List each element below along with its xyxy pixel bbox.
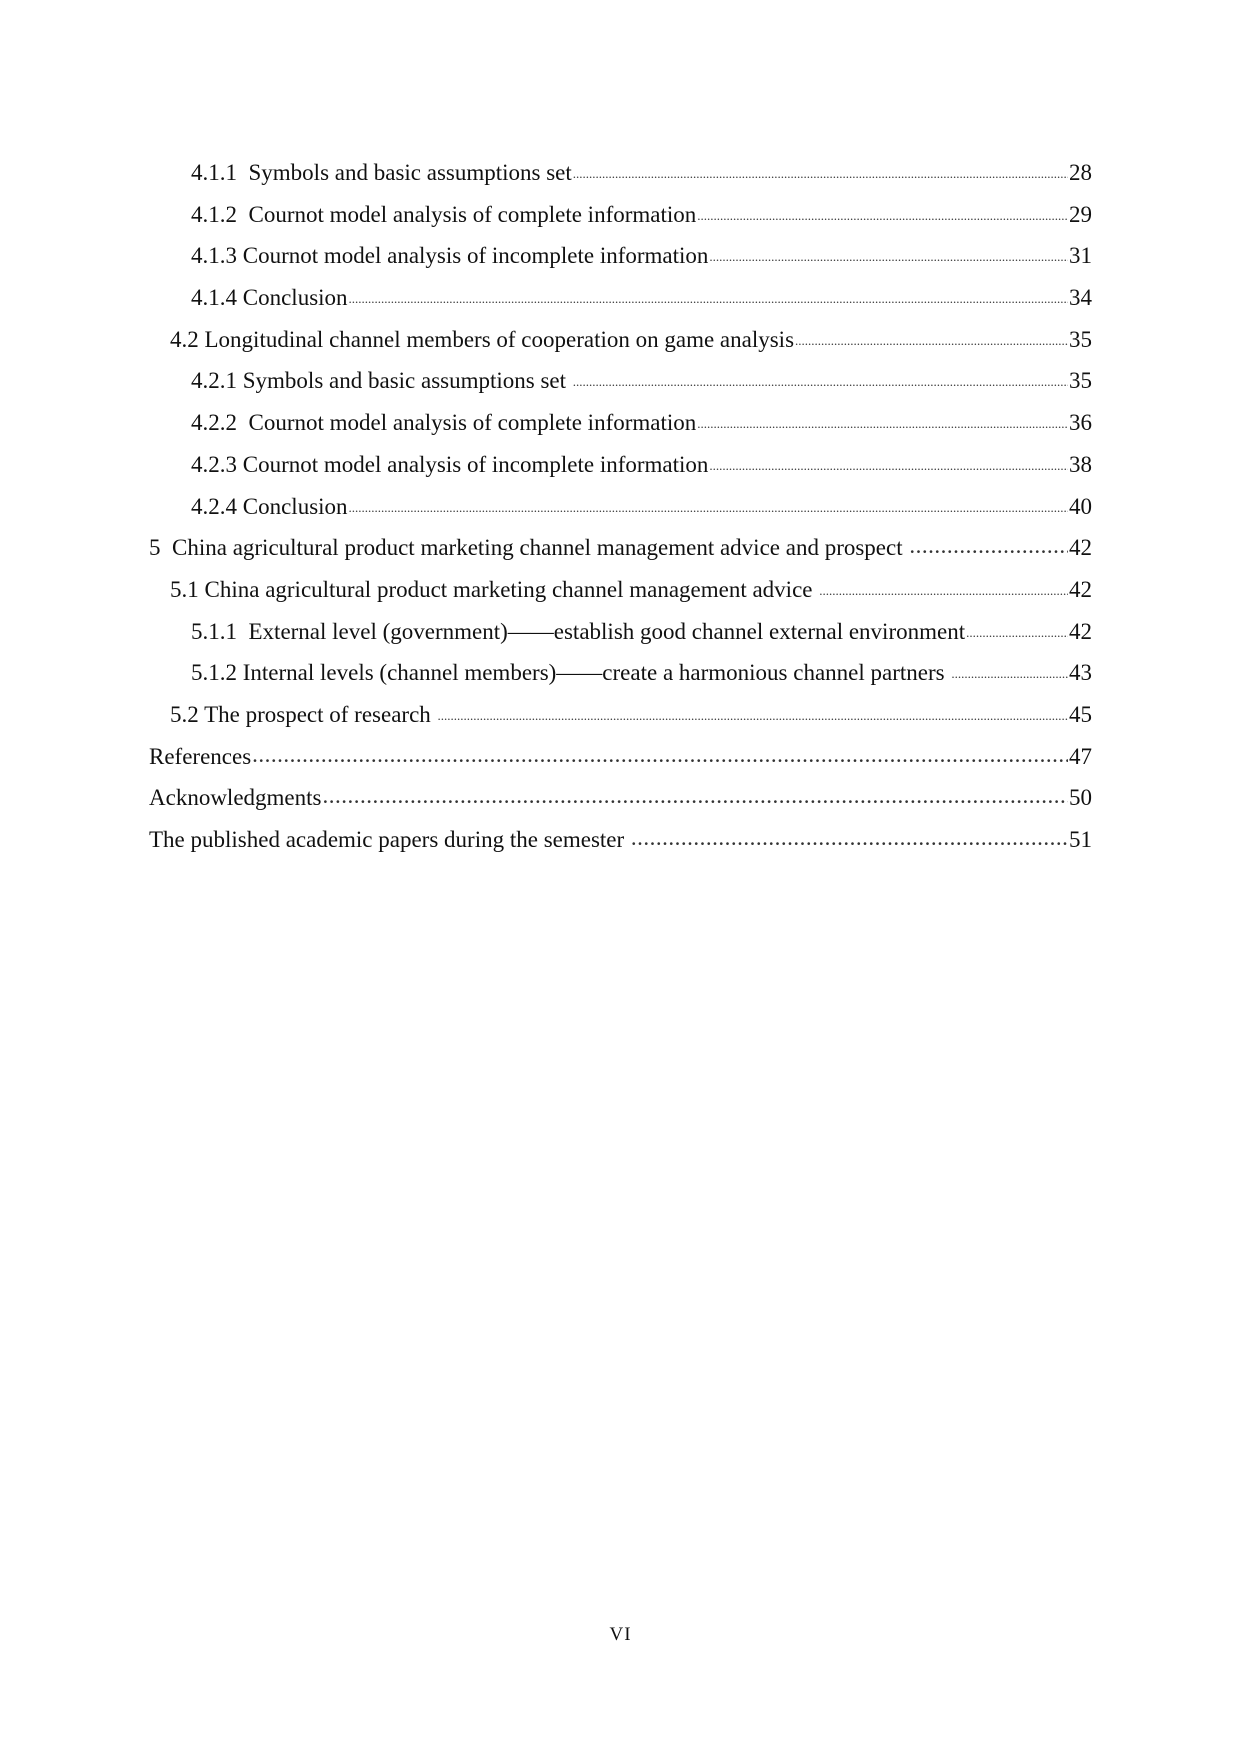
toc-entry-page: 51 [1069,827,1092,852]
toc-entry-title: 4.1.1 Symbols and basic assumptions set [191,160,572,185]
page-number-footer: VI [609,1624,632,1645]
toc-entry-5[interactable] [149,527,1092,569]
toc-entry-5-1-1[interactable] [149,611,1092,653]
toc-entry-title: 4.2.4 Conclusion [191,493,348,519]
dot-leader [795,317,1068,362]
toc-entry-page: 28 [1069,160,1092,185]
toc-entry-page: 50 [1069,785,1092,811]
toc-entry-title: 4.2.2 Cournot model analysis of complete information [191,410,697,436]
toc-entry-page: 40 [1069,493,1092,519]
dot-leader [438,692,1068,737]
dot-leader [322,775,1068,817]
toc-entry-page: 43 [1069,660,1092,686]
toc-entry-title: 5.2 The prospect of research [170,701,437,727]
toc-entry-references[interactable] [149,736,1092,778]
toc-entry-page: 42 [1069,535,1092,561]
toc-entry-4-2-4[interactable] [149,486,1092,528]
toc-entry-page: 29 [1069,201,1092,227]
toc-entry-page: 42 [1069,618,1092,644]
toc-entry-page: 45 [1069,701,1092,727]
dot-leader [909,525,1068,567]
toc-entry-title: 4.2.3 Cournot model analysis of incomplete information [191,451,709,477]
toc-entry-page: 36 [1069,410,1092,436]
toc-entry-4-2[interactable] [149,319,1092,361]
toc-entry-page: 38 [1069,451,1092,477]
toc-entry-page: 35 [1069,368,1092,394]
toc-entry-4-1-1[interactable] [149,152,1092,194]
toc-entry-5-2[interactable] [149,694,1092,736]
toc-entry-page: 42 [1069,576,1092,602]
dot-leader [631,817,1068,859]
dot-leader [349,275,1068,320]
dot-leader [697,192,1068,237]
dot-leader [252,734,1068,776]
dot-leader [573,358,1068,403]
toc-entry-title: The published academic papers during the semester [149,827,630,852]
toc-entry-page: 35 [1069,326,1092,352]
dot-leader [709,233,1068,278]
toc-entry-4-2-3[interactable] [149,444,1092,486]
toc-entry-4-2-2[interactable] [149,402,1092,444]
toc-entry-title: References [149,743,252,769]
toc-entry-5-1-2[interactable] [149,652,1092,694]
toc-entry-title: 4.1.4 Conclusion [191,285,348,311]
toc-entry-acknowledgments[interactable] [149,777,1092,819]
dot-leader [573,150,1068,195]
toc-entry-title: 4.1.3 Cournot model analysis of incomplete information [191,243,709,269]
dot-leader [819,567,1068,612]
toc-entry-title: 5 China agricultural product marketing channel management advice and prospect [149,535,909,561]
toc-entry-title: 4.2.1 Symbols and basic assumptions set [191,368,572,394]
toc-entry-published-papers[interactable] [149,819,1092,861]
dot-leader [709,442,1068,487]
toc-entry-title: 4.1.2 Cournot model analysis of complete information [191,201,697,227]
dot-leader [697,400,1068,445]
dot-leader [951,650,1068,695]
table-of-contents [149,152,1092,861]
dot-leader [966,609,1068,654]
toc-entry-4-1-2[interactable] [149,194,1092,236]
toc-entry-page: 47 [1069,743,1092,769]
toc-entry-title: 5.1.2 Internal levels (channel members)——create a harmonious channel partners [191,660,951,686]
toc-entry-page: 34 [1069,285,1092,311]
toc-entry-title: 5.1 China agricultural product marketing channel management advice [170,576,819,602]
toc-entry-title: 5.1.1 External level (government)——establish good channel external environment [191,618,966,644]
toc-entry-4-1-4[interactable] [149,277,1092,319]
toc-entry-title: 4.2 Longitudinal channel members of cooperation on game analysis [170,326,795,352]
dot-leader [349,484,1068,529]
toc-entry-page: 31 [1069,243,1092,269]
toc-entry-title: Acknowledgments [149,785,322,811]
toc-entry-5-1[interactable] [149,569,1092,611]
toc-entry-4-2-1[interactable] [149,360,1092,402]
toc-entry-4-1-3[interactable] [149,235,1092,277]
